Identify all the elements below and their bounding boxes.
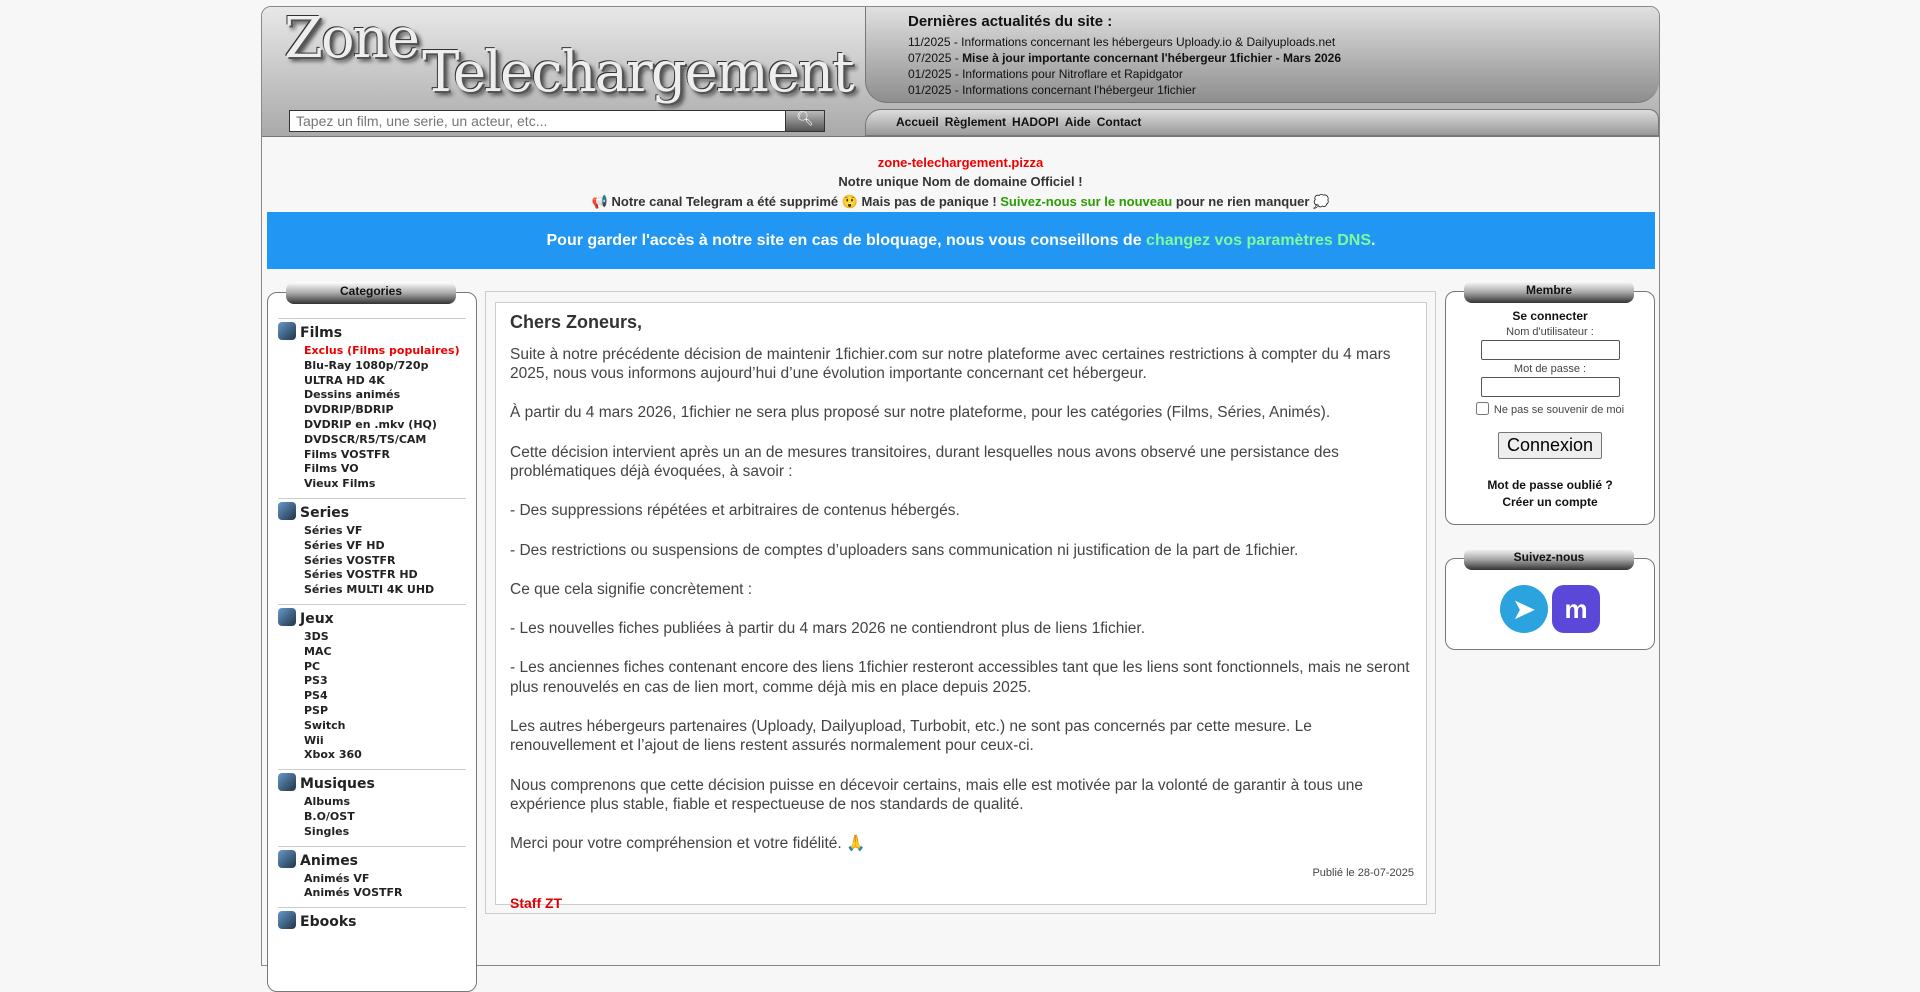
member-title: Membre (1464, 281, 1634, 303)
films-icon (278, 322, 296, 340)
logo-line1: Zone (284, 6, 418, 71)
nav-reglement[interactable]: Règlement (944, 115, 1007, 129)
category-link[interactable]: Xbox 360 (304, 748, 362, 762)
remember-checkbox[interactable] (1476, 402, 1489, 415)
site-logo[interactable] (284, 6, 853, 105)
announcement-paragraph: - Les nouvelles fiches publiées à partir du 4 mars 2026 ne contiendront plus de liens 1fichier. (510, 619, 1146, 637)
login-heading: Se connecter (1512, 309, 1588, 323)
jeux-icon (278, 608, 296, 626)
telegram-follow-link[interactable]: Suivez-nous sur le nouveau (1000, 194, 1173, 209)
news-date: 07/2025 (908, 51, 952, 65)
news-text[interactable]: Informations concernant l'hébergeur 1fichier (962, 83, 1196, 97)
musiques-icon (278, 773, 296, 791)
category-link[interactable]: Singles (304, 824, 350, 838)
announcement-paragraph: - Les anciennes fiches contenant encore des liens 1fichier resteront accessibles tant que les liens sont fonctionnels, mais ne seront plus renouvelés en cas de lien mort, comme déjà mis en place depuis 2025. (510, 659, 1410, 696)
category-link[interactable]: DVDRIP en .mkv (HQ) (304, 417, 437, 431)
category-title: Animes (300, 852, 359, 869)
category-jeux[interactable] (278, 608, 466, 630)
logo-line2: Telechargement (422, 40, 853, 105)
series-icon (278, 502, 296, 520)
category-section (278, 907, 466, 939)
announcement-signature: Staff ZT (510, 895, 563, 912)
category-section (278, 604, 466, 769)
telegram-notice-text: 📢 Notre canal Telegram a été supprimé 😲 Mais pas de panique ! (591, 194, 1001, 209)
category-link[interactable]: MAC (304, 644, 332, 658)
announcement-paragraph: Cette décision intervient après un an de mesures transitoires, durant lesquelles nous avons observé une persistance des problématiques déjà évoquées, à savoir : (510, 443, 1339, 481)
banner-end: . (1371, 232, 1376, 249)
announcement-paragraph: Merci pour votre compréhension et votre fidélité. 🙏 (510, 835, 866, 853)
telegram-icon[interactable]: ➤ (1500, 585, 1548, 633)
news-date: 11/2025 (908, 35, 951, 49)
main-nav (865, 109, 1659, 136)
category-link[interactable]: Switch (304, 718, 346, 732)
category-link[interactable]: Animés VOSTFR (304, 886, 403, 900)
category-title: Musiques (300, 776, 375, 793)
news-text[interactable]: Informations concernant les hébergeurs Uploady.io & Dailyuploads.net (961, 35, 1336, 49)
category-link[interactable]: Wii (304, 733, 324, 747)
page-container (261, 6, 1660, 966)
announcement-paragraph: Suite à notre précédente décision de maintenir 1fichier.com sur notre plateforme avec certaines restrictions à compter du 4 mars 2025, nous vous informons aujourd’hui d’une évolution importante concernant cet hébergeur. (510, 345, 1391, 383)
category-title: Jeux (300, 610, 334, 627)
category-link[interactable]: DVDRIP/BDRIP (304, 403, 394, 417)
categories-panel (267, 284, 477, 992)
category-section (278, 498, 466, 604)
news-title: Dernières actualités du site : (908, 13, 1113, 30)
search-input[interactable] (289, 110, 787, 132)
category-section (278, 769, 466, 845)
category-musiques[interactable] (278, 773, 466, 795)
news-text[interactable]: Informations pour Nitroflare et Rapidgator (962, 67, 1183, 81)
news-item[interactable]: 01/2025 - Informations concernant l'hébergeur 1fichier (908, 83, 1196, 97)
category-films[interactable] (278, 322, 466, 344)
announcement (495, 302, 1427, 912)
news-item[interactable]: 11/2025 - Informations concernant les hébergeurs Uploady.io & Dailyuploads.net (908, 35, 1336, 49)
announcement-body (510, 345, 1412, 854)
news-item[interactable]: 07/2025 - Mise à jour importante concernant l'hébergeur 1fichier - Mars 2026 (908, 51, 1342, 65)
announcement-paragraph: Nous comprenons que cette décision puisse en décevoir certains, mais elle est motivée par la volonté de garantir à tous une expérience plus stable, fiable et respectueuse de nos standards de qualité. (510, 776, 1363, 814)
nav-accueil[interactable]: Accueil (896, 115, 939, 129)
category-link[interactable]: ULTRA HD 4K (304, 373, 385, 387)
magnifier-icon: 🔍︎ (796, 111, 814, 127)
category-section (278, 846, 466, 908)
category-section (278, 318, 466, 498)
categories-list (278, 318, 466, 939)
banner-text: Pour garder l'accès à notre site en cas de bloquage, nous vous conseillons de (546, 232, 1147, 249)
category-link[interactable]: Exclus (Films populaires) (304, 344, 460, 357)
announcement-paragraph: - Des suppressions répétées et arbitraires de contenus hébergés. (510, 502, 960, 520)
telegram-notice (262, 194, 1659, 210)
username-label: Nom d'utilisateur : (1506, 326, 1594, 338)
category-title: Series (300, 504, 350, 521)
category-link[interactable]: Séries VOSTFR (304, 553, 396, 567)
news-date: 01/2025 (908, 83, 952, 97)
category-link[interactable]: PS4 (304, 689, 328, 703)
follow-panel (1445, 550, 1655, 650)
category-link[interactable]: Films VOSTFR (304, 447, 390, 461)
news-list (908, 34, 1659, 98)
register-link[interactable]: Créer un compte (1502, 495, 1598, 509)
category-title: Films (300, 325, 343, 341)
mastodon-icon[interactable]: m (1552, 585, 1600, 633)
news-item[interactable]: 01/2025 - Informations pour Nitroflare et Rapidgator (908, 67, 1183, 81)
categories-title: Categories (286, 282, 456, 304)
dns-banner (267, 212, 1655, 269)
category-link[interactable]: B.O/OST (304, 809, 355, 823)
category-link[interactable]: PSP (304, 703, 329, 717)
news-text[interactable]: Mise à jour importante concernant l'hébergeur 1fichier - Mars 2026 (962, 51, 1342, 65)
category-link[interactable]: 3DS (304, 629, 329, 643)
category-link[interactable]: DVDSCR/R5/TS/CAM (304, 432, 427, 446)
category-link[interactable]: Séries VF HD (304, 538, 385, 552)
category-title: Ebooks (300, 914, 357, 931)
search-button[interactable] (785, 110, 825, 132)
follow-title: Suivez-nous (1464, 548, 1634, 570)
category-ebooks[interactable] (278, 911, 466, 933)
news-panel (865, 7, 1659, 103)
telegram-notice-end: pour ne rien manquer 💭 (1172, 194, 1330, 209)
category-link[interactable]: Séries MULTI 4K UHD (304, 583, 435, 597)
animes-icon (278, 850, 296, 868)
category-link[interactable]: Films VO (304, 462, 359, 476)
category-link[interactable]: Blu-Ray 1080p/720p (304, 358, 429, 372)
category-animes[interactable] (278, 850, 466, 872)
category-link[interactable]: PC (304, 659, 321, 673)
domain-name: zone-telechargement.pizza (877, 155, 1044, 170)
password-input[interactable] (1481, 377, 1620, 397)
news-date: 01/2025 (908, 67, 952, 81)
category-series[interactable] (278, 502, 466, 524)
category-link[interactable]: Vieux Films (304, 477, 376, 491)
published-date: Publié le 28-07-2025 (1312, 867, 1414, 880)
category-link[interactable]: Animés VF (304, 871, 370, 885)
announcement-paragraph: - Des restrictions ou suspensions de comptes d’uploaders sans communication ni justification de la part de 1fichier. (510, 541, 1299, 559)
category-link[interactable]: Albums (304, 795, 350, 809)
official-domain-note: Notre unique Nom de domaine Officiel ! (838, 174, 1083, 189)
category-link[interactable]: Séries VOSTFR HD (304, 568, 418, 582)
announcement-paragraph: Ce que cela signifie concrètement : (510, 580, 753, 598)
announcement-paragraph: À partir du 4 mars 2026, 1fichier ne sera plus proposé sur notre plateforme, pour les catégories (Films, Séries, Animés). (510, 404, 1331, 422)
dns-settings-link[interactable]: changez vos paramètres DNS (1146, 232, 1372, 249)
nav-hadopi[interactable]: HADOPI (1012, 115, 1059, 129)
remember-label: Ne pas se souvenir de moi (1493, 404, 1625, 416)
category-link[interactable]: Dessins animés (304, 388, 401, 402)
login-button[interactable]: Connexion (1498, 432, 1602, 459)
site-header (262, 7, 1659, 137)
announcement-greeting: Chers Zoneurs, (510, 312, 643, 332)
member-panel (1445, 283, 1655, 525)
category-link[interactable]: PS3 (304, 674, 328, 688)
category-link[interactable]: Séries VF (304, 523, 363, 537)
announcement-paragraph: Les autres hébergeurs partenaires (Uploady, Dailyupload, Turbobit, etc.) ne sont pas concernés par cette mesure. Le renouvellement et l’ajout de liens restent assurés normalement pour ceux-ci. (510, 717, 1312, 755)
nav-aide[interactable]: Aide (1064, 115, 1091, 129)
ebooks-icon (278, 911, 296, 929)
username-input[interactable] (1481, 340, 1620, 360)
password-label: Mot de passe : (1513, 363, 1587, 375)
forgot-password-link[interactable]: Mot de passe oublié ? (1487, 478, 1613, 492)
main-content (485, 291, 1436, 914)
nav-contact[interactable]: Contact (1096, 115, 1142, 129)
